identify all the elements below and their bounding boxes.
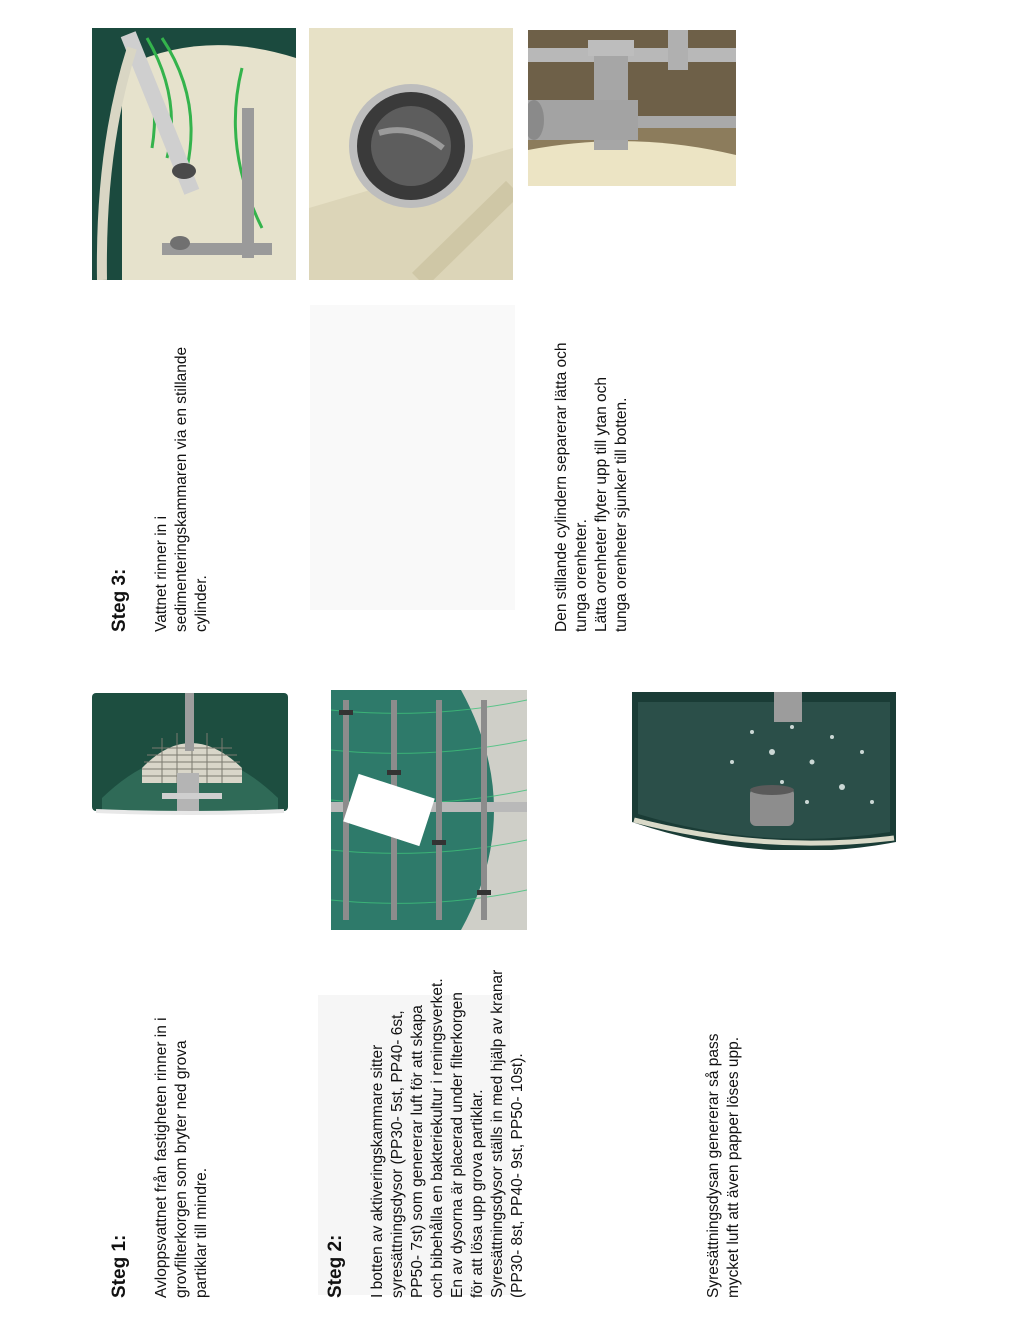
step3-body: Vattnet rinner in i sedimenteringskammaren via en stillande cylinder.	[153, 346, 210, 632]
step3-caption: Den stillande cylindern separerar lätta och tunga orenheter. Lätta orenheter flyter upp till ytan och tunga orenheter sjunker till botten.	[553, 342, 630, 632]
step1-heading: Steg 1:	[109, 1234, 130, 1298]
step3-panel	[310, 305, 515, 610]
step2-caption: Syresättningsdysan genererar så pass mycket luft att även papper löses upp.	[705, 1033, 742, 1298]
step2-body: I botten av aktiveringskammare sitter syresättningsdysor (PP30- 5st, PP40- 6st, PP50- 7st) som genererar luft för att skapa och bibehålla en bakteriekultur i reningsverket. En av dysorna är placerad under filterkorgen för att lösa upp grova partiklar. Syresättningsdysor ställs in med hjälp av kranar (PP30- 8st, PP40- 9st, PP50- 10st).	[369, 969, 526, 1298]
step3-heading: Steg 3:	[109, 568, 130, 632]
t-pipe-photo	[528, 30, 736, 186]
step2-text	[306, 958, 548, 1298]
step1-body: Avloppsvattnet från fastigheten rinner in i grovfilterkorgen som bryter ned grova partiklar till mindre.	[153, 1017, 210, 1298]
sedimentation-tank-photo	[92, 28, 296, 280]
aeration-nozzles-photo	[331, 690, 527, 930]
aerated-water-photo	[632, 692, 896, 850]
step3-text	[90, 312, 232, 632]
filter-basket-photo	[92, 693, 288, 815]
step1-text	[90, 948, 232, 1298]
step2-heading: Steg 2:	[325, 1234, 346, 1298]
stilling-cylinder-photo	[309, 28, 513, 280]
